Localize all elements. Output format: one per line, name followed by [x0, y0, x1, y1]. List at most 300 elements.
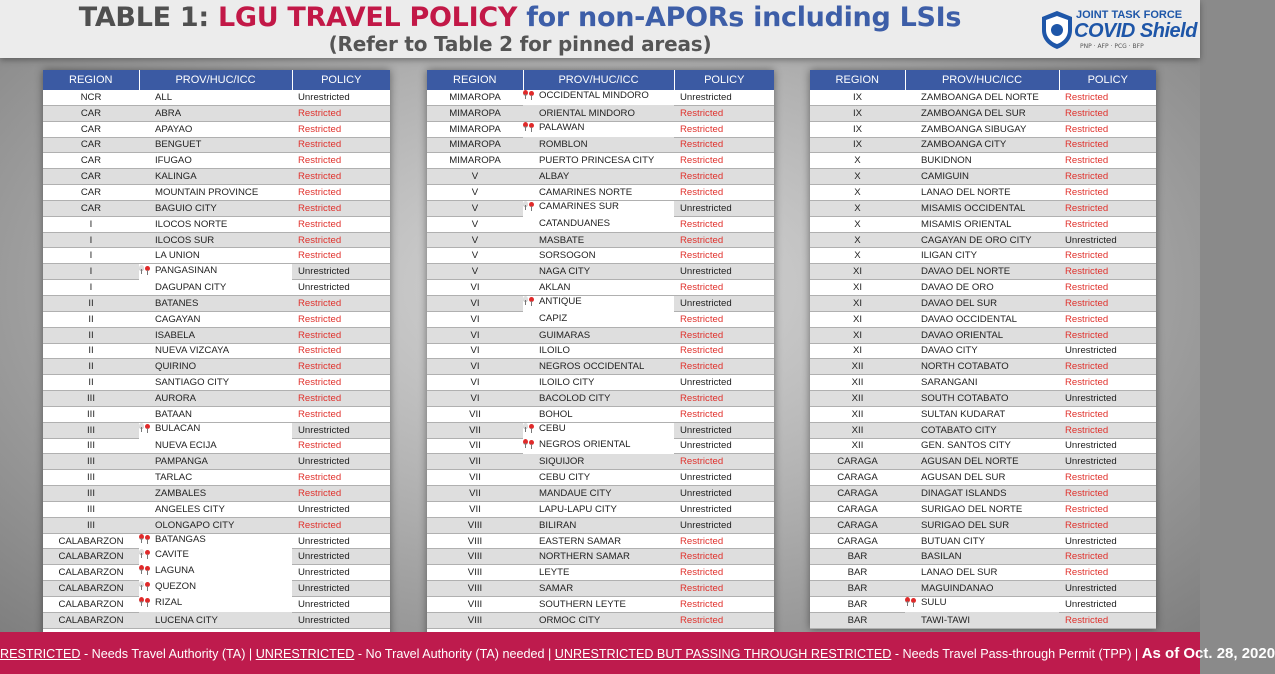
- table-row: [427, 185, 774, 201]
- province-name: CAPIZ: [539, 313, 568, 325]
- region-cell: XI: [810, 295, 905, 311]
- province-name: SULTAN KUDARAT: [921, 408, 1006, 420]
- region-cell: III: [43, 438, 139, 454]
- province-name: LUCENA CITY: [155, 614, 218, 626]
- province-cell: [523, 423, 566, 435]
- province-cell: [523, 517, 674, 533]
- province-name: OLONGAPO CITY: [155, 519, 235, 531]
- policy-cell: Restricted: [1059, 280, 1156, 296]
- table-row: [427, 565, 774, 581]
- map-pin-icon: [139, 597, 155, 608]
- province-cell: [905, 137, 1059, 153]
- province-cell: [139, 375, 292, 391]
- province-name: LANAO DEL SUR: [921, 567, 998, 579]
- region-cell: XII: [810, 391, 905, 407]
- province-name: PANGASINAN: [155, 264, 218, 276]
- table-row: [427, 391, 774, 407]
- region-cell: X: [810, 185, 905, 201]
- region-cell: II: [43, 359, 139, 375]
- policy-cell: Restricted: [674, 581, 774, 597]
- region-cell: XII: [810, 375, 905, 391]
- province-cell: [905, 359, 1059, 375]
- table-row: [43, 486, 390, 502]
- policy-cell: Restricted: [292, 327, 390, 343]
- province-name: AGUSAN DEL NORTE: [921, 456, 1019, 468]
- table-panel-2: [427, 70, 774, 645]
- legend-text: [0, 645, 1275, 662]
- table-row: [810, 501, 1156, 517]
- province-name: SOUTHERN LEYTE: [539, 598, 626, 610]
- policy-cell: Restricted: [1059, 470, 1156, 486]
- province-name: CEBU CITY: [539, 472, 591, 484]
- province-cell: [523, 612, 674, 628]
- table-row: [43, 533, 390, 549]
- policy-cell: Restricted: [292, 216, 390, 232]
- province-cell: [905, 216, 1059, 232]
- province-cell: [139, 438, 292, 454]
- table-row: [427, 264, 774, 280]
- province-cell: [523, 185, 674, 201]
- table-header-row: [810, 70, 1156, 90]
- logo-sub-text: PNP · AFP · PCG · BFP: [1080, 43, 1144, 50]
- province-name: BATANES: [155, 297, 199, 309]
- legend-separator: |: [245, 647, 256, 661]
- province-cell: [905, 327, 1059, 343]
- col-header-region: REGION: [43, 70, 139, 90]
- province-name: ANTIQUE: [539, 296, 582, 308]
- policy-cell: Restricted: [674, 549, 774, 565]
- region-cell: CALABARZON: [43, 597, 139, 613]
- table-row: [43, 248, 390, 264]
- policy-cell: Restricted: [674, 327, 774, 343]
- table-row: [43, 581, 390, 597]
- region-cell: VIII: [427, 565, 523, 581]
- province-name: LAPU-LAPU CITY: [539, 503, 617, 515]
- policy-cell: Restricted: [1059, 200, 1156, 216]
- province-cell: [523, 201, 619, 213]
- region-cell: XII: [810, 422, 905, 438]
- table-panel-1: [43, 70, 390, 645]
- province-cell: [905, 121, 1059, 137]
- province-name: ORIENTAL MINDORO: [539, 107, 635, 119]
- province-cell: [523, 406, 674, 422]
- province-name: SURIGAO DEL NORTE: [921, 503, 1023, 515]
- col-header-prov: PROV/HUC/ICC: [139, 70, 292, 90]
- region-cell: I: [43, 280, 139, 296]
- policy-cell: Restricted: [1059, 375, 1156, 391]
- province-name: DAVAO DE ORO: [921, 282, 994, 294]
- policy-cell: Unrestricted: [1059, 533, 1156, 549]
- province-name: ILOCOS SUR: [155, 234, 215, 246]
- policy-cell: Unrestricted: [1059, 581, 1156, 597]
- province-name: APAYAO: [155, 123, 193, 135]
- table-row: [810, 137, 1156, 153]
- province-cell: [905, 264, 1059, 280]
- policy-cell: Restricted: [674, 391, 774, 407]
- province-cell: [139, 280, 292, 296]
- province-cell: [523, 501, 674, 517]
- table-row: [43, 280, 390, 296]
- province-name: PALAWAN: [539, 122, 585, 134]
- region-cell: III: [43, 501, 139, 517]
- map-pin-icon: [139, 581, 155, 592]
- region-cell: XII: [810, 359, 905, 375]
- policy-cell: Restricted: [292, 200, 390, 216]
- table-row: [43, 501, 390, 517]
- province-name: GEN. SANTOS CITY: [921, 440, 1011, 452]
- region-cell: VIII: [427, 533, 523, 549]
- policy-cell: Unrestricted: [674, 438, 774, 454]
- legend-unrestricted-desc: - No Travel Authority (TA) needed: [354, 647, 545, 661]
- province-cell: [905, 153, 1059, 169]
- province-name: DAGUPAN CITY: [155, 281, 227, 293]
- region-cell: CALABARZON: [43, 549, 139, 565]
- region-cell: MIMAROPA: [427, 153, 523, 169]
- province-cell: [139, 406, 292, 422]
- region-cell: VII: [427, 470, 523, 486]
- region-cell: VIII: [427, 612, 523, 628]
- as-of-date: As of Oct. 28, 2020: [1141, 645, 1275, 662]
- province-name: CAMARINES SUR: [539, 201, 619, 213]
- table-row: [427, 454, 774, 470]
- table-row: [810, 470, 1156, 486]
- province-name: CAMIGUIN: [921, 171, 969, 183]
- province-cell: [139, 343, 292, 359]
- province-cell: [139, 423, 201, 435]
- province-name: BATAAN: [155, 408, 192, 420]
- region-cell: CARAGA: [810, 486, 905, 502]
- region-cell: CALABARZON: [43, 533, 139, 549]
- province-cell: [139, 596, 183, 608]
- province-name: ISABELA: [155, 329, 195, 341]
- province-name: NORTHERN SAMAR: [539, 551, 630, 563]
- province-cell: [139, 264, 218, 276]
- region-cell: VI: [427, 280, 523, 296]
- province-name: ABRA: [155, 107, 182, 119]
- province-cell: [523, 248, 674, 264]
- table-row: [43, 295, 390, 311]
- province-name: SULU: [921, 597, 947, 609]
- table-row: [427, 295, 774, 311]
- map-pin-icon: [905, 597, 921, 608]
- province-cell: [905, 375, 1059, 391]
- policy-cell: Restricted: [292, 105, 390, 121]
- province-name: BAGUIO CITY: [155, 202, 217, 214]
- table-row: [43, 90, 390, 105]
- province-name: ILOCOS NORTE: [155, 218, 228, 230]
- table-row: [43, 185, 390, 201]
- table-row: [810, 121, 1156, 137]
- policy-cell: Restricted: [292, 153, 390, 169]
- table-row: [43, 375, 390, 391]
- province-name: TAWI-TAWI: [921, 614, 971, 626]
- region-cell: BAR: [810, 597, 905, 613]
- region-cell: MIMAROPA: [427, 121, 523, 137]
- province-cell: [139, 311, 292, 327]
- policy-cell: Restricted: [1059, 295, 1156, 311]
- region-cell: BAR: [810, 581, 905, 597]
- province-name: MISAMIS OCCIDENTAL: [921, 202, 1026, 214]
- province-cell: [905, 295, 1059, 311]
- region-cell: CALABARZON: [43, 581, 139, 597]
- province-name: PUERTO PRINCESA CITY: [539, 155, 655, 167]
- table-row: [427, 105, 774, 121]
- table-row: [810, 486, 1156, 502]
- table-row: [810, 406, 1156, 422]
- province-cell: [139, 232, 292, 248]
- policy-cell: Restricted: [1059, 359, 1156, 375]
- province-name: MASBATE: [539, 234, 585, 246]
- shield-icon: [1040, 10, 1074, 50]
- province-cell: [523, 296, 582, 308]
- policy-cell: Restricted: [292, 248, 390, 264]
- table-row: [810, 90, 1156, 105]
- policy-cell: Unrestricted: [1059, 454, 1156, 470]
- policy-cell: Restricted: [674, 169, 774, 185]
- legend-footer: [0, 632, 1275, 674]
- region-cell: III: [43, 454, 139, 470]
- province-name: MISAMIS ORIENTAL: [921, 218, 1012, 230]
- legend-unrestricted-label: UNRESTRICTED: [255, 647, 355, 661]
- province-name: CATANDUANES: [539, 218, 611, 230]
- map-pin-icon: [523, 90, 539, 101]
- table-row: [43, 153, 390, 169]
- province-name: SANTIAGO CITY: [155, 377, 230, 389]
- table-row: [427, 169, 774, 185]
- province-cell: [139, 248, 292, 264]
- province-name: NAGA CITY: [539, 266, 591, 278]
- policy-cell: Restricted: [1059, 216, 1156, 232]
- province-cell: [139, 565, 195, 577]
- legend-separator: |: [1131, 647, 1142, 661]
- region-cell: CALABARZON: [43, 612, 139, 628]
- province-name: DAVAO CITY: [921, 345, 978, 357]
- policy-cell: Restricted: [292, 137, 390, 153]
- policy-cell: Restricted: [674, 280, 774, 296]
- policy-cell: Restricted: [1059, 169, 1156, 185]
- province-name: SAMAR: [539, 583, 574, 595]
- policy-cell: Unrestricted: [674, 470, 774, 486]
- policy-cell: Restricted: [292, 470, 390, 486]
- province-name: BATANGAS: [155, 534, 206, 546]
- policy-cell: Restricted: [1059, 517, 1156, 533]
- province-cell: [905, 406, 1059, 422]
- table-row: [427, 533, 774, 549]
- policy-cell: Unrestricted: [674, 375, 774, 391]
- map-pin-icon: [523, 439, 539, 450]
- province-cell: [523, 232, 674, 248]
- region-cell: CAR: [43, 137, 139, 153]
- province-name: DAVAO ORIENTAL: [921, 329, 1004, 341]
- province-cell: [905, 105, 1059, 121]
- table-row: [810, 216, 1156, 232]
- policy-cell: Unrestricted: [1059, 597, 1156, 613]
- table-row: [810, 264, 1156, 280]
- region-cell: VIII: [427, 549, 523, 565]
- province-cell: [523, 438, 631, 450]
- region-cell: V: [427, 185, 523, 201]
- province-name: ILOILO: [539, 345, 570, 357]
- province-name: CAGAYAN: [155, 313, 201, 325]
- province-name: ILOILO CITY: [539, 377, 595, 389]
- legend-separator: |: [544, 647, 555, 661]
- policy-cell: Restricted: [292, 169, 390, 185]
- policy-cell: Restricted: [1059, 121, 1156, 137]
- legend-restricted-label: RESTRICTED: [0, 647, 81, 661]
- policy-cell: Unrestricted: [292, 581, 390, 597]
- policy-cell: Unrestricted: [292, 612, 390, 628]
- policy-cell: Unrestricted: [292, 565, 390, 581]
- legend-passing-desc: - Needs Travel Pass-through Permit (TPP): [891, 647, 1132, 661]
- policy-cell: Unrestricted: [292, 501, 390, 517]
- region-cell: X: [810, 216, 905, 232]
- policy-cell: Restricted: [674, 311, 774, 327]
- province-cell: [139, 137, 292, 153]
- policy-cell: Restricted: [674, 597, 774, 613]
- region-cell: BAR: [810, 612, 905, 628]
- province-name: LAGUNA: [155, 565, 195, 577]
- province-cell: [905, 470, 1059, 486]
- table-row: [427, 549, 774, 565]
- region-cell: XI: [810, 327, 905, 343]
- policy-cell: Restricted: [292, 486, 390, 502]
- province-name: PAMPANGA: [155, 456, 208, 468]
- map-pin-icon: [523, 201, 539, 212]
- policy-cell: Restricted: [292, 359, 390, 375]
- region-cell: BAR: [810, 549, 905, 565]
- table-row: [427, 90, 774, 105]
- table-row: [810, 391, 1156, 407]
- province-cell: [139, 295, 292, 311]
- province-cell: [905, 454, 1059, 470]
- province-cell: [905, 517, 1059, 533]
- region-cell: CAR: [43, 200, 139, 216]
- province-name: ROMBLON: [539, 139, 588, 151]
- policy-cell: Restricted: [1059, 105, 1156, 121]
- policy-cell: Restricted: [674, 216, 774, 232]
- province-name: AGUSAN DEL SUR: [921, 472, 1006, 484]
- policy-cell: Restricted: [1059, 327, 1156, 343]
- policy-cell: Restricted: [292, 517, 390, 533]
- region-cell: VII: [427, 438, 523, 454]
- table-row: [43, 105, 390, 121]
- region-cell: X: [810, 200, 905, 216]
- region-cell: I: [43, 216, 139, 232]
- col-header-policy: POLICY: [674, 70, 774, 90]
- region-cell: XI: [810, 280, 905, 296]
- region-cell: X: [810, 169, 905, 185]
- col-header-policy: POLICY: [1059, 70, 1156, 90]
- province-cell: [523, 105, 674, 121]
- col-header-prov: PROV/HUC/ICC: [523, 70, 674, 90]
- table-row: [43, 391, 390, 407]
- table-row: [810, 295, 1156, 311]
- province-cell: [523, 264, 674, 280]
- table-row: [427, 470, 774, 486]
- policy-cell: Restricted: [674, 185, 774, 201]
- province-cell: [139, 581, 197, 593]
- policy-cell: Restricted: [674, 406, 774, 422]
- policy-cell: Unrestricted: [674, 90, 774, 105]
- logo-main-text: COVID Shield: [1074, 20, 1197, 42]
- province-name: DAVAO OCCIDENTAL: [921, 313, 1017, 325]
- policy-cell: Unrestricted: [1059, 391, 1156, 407]
- province-name: BACOLOD CITY: [539, 392, 611, 404]
- table-row: [43, 327, 390, 343]
- policy-cell: Unrestricted: [292, 549, 390, 565]
- table-row: [810, 232, 1156, 248]
- region-cell: III: [43, 391, 139, 407]
- policy-cell: Restricted: [1059, 311, 1156, 327]
- table-row: [427, 612, 774, 628]
- table-row: [810, 597, 1156, 613]
- region-cell: II: [43, 327, 139, 343]
- region-cell: MIMAROPA: [427, 105, 523, 121]
- province-name: BOHOL: [539, 408, 573, 420]
- province-name: SARANGANI: [921, 377, 978, 389]
- table-panel-3: [810, 70, 1156, 629]
- province-cell: [905, 438, 1059, 454]
- province-cell: [905, 280, 1059, 296]
- province-name: NUEVA ECIJA: [155, 440, 217, 452]
- table-row: [43, 359, 390, 375]
- policy-cell: Restricted: [1059, 406, 1156, 422]
- policy-cell: Restricted: [292, 121, 390, 137]
- province-cell: [523, 216, 674, 232]
- table-row: [43, 565, 390, 581]
- region-cell: VIII: [427, 517, 523, 533]
- region-cell: V: [427, 169, 523, 185]
- policy-cell: Restricted: [292, 232, 390, 248]
- province-name: ZAMBOANGA CITY: [921, 139, 1007, 151]
- region-cell: CARAGA: [810, 470, 905, 486]
- table-row: [43, 264, 390, 280]
- region-cell: V: [427, 232, 523, 248]
- province-cell: [523, 454, 674, 470]
- table-row: [810, 422, 1156, 438]
- policy-cell: Restricted: [674, 533, 774, 549]
- province-name: LEYTE: [539, 567, 570, 579]
- province-cell: [905, 422, 1059, 438]
- policy-cell: Unrestricted: [674, 264, 774, 280]
- table-row: [810, 311, 1156, 327]
- table-row: [427, 438, 774, 454]
- region-cell: NCR: [43, 90, 139, 105]
- province-cell: [139, 534, 206, 546]
- province-cell: [139, 517, 292, 533]
- table-row: [810, 517, 1156, 533]
- policy-cell: Restricted: [674, 343, 774, 359]
- table-row: [427, 422, 774, 438]
- table-row: [810, 185, 1156, 201]
- province-name: DAVAO DEL SUR: [921, 297, 998, 309]
- title-policy: LGU TRAVEL POLICY: [217, 2, 518, 33]
- region-cell: XI: [810, 311, 905, 327]
- table-row: [43, 200, 390, 216]
- province-name: IFUGAO: [155, 155, 192, 167]
- policy-cell: Unrestricted: [292, 533, 390, 549]
- province-name: GUIMARAS: [539, 329, 591, 341]
- region-cell: I: [43, 232, 139, 248]
- province-cell: [139, 486, 292, 502]
- table-row: [810, 549, 1156, 565]
- province-name: SURIGAO DEL SUR: [921, 519, 1010, 531]
- province-cell: [523, 565, 674, 581]
- map-pin-icon: [523, 296, 539, 307]
- province-name: LA UNION: [155, 250, 200, 262]
- region-cell: IX: [810, 137, 905, 153]
- region-cell: IX: [810, 105, 905, 121]
